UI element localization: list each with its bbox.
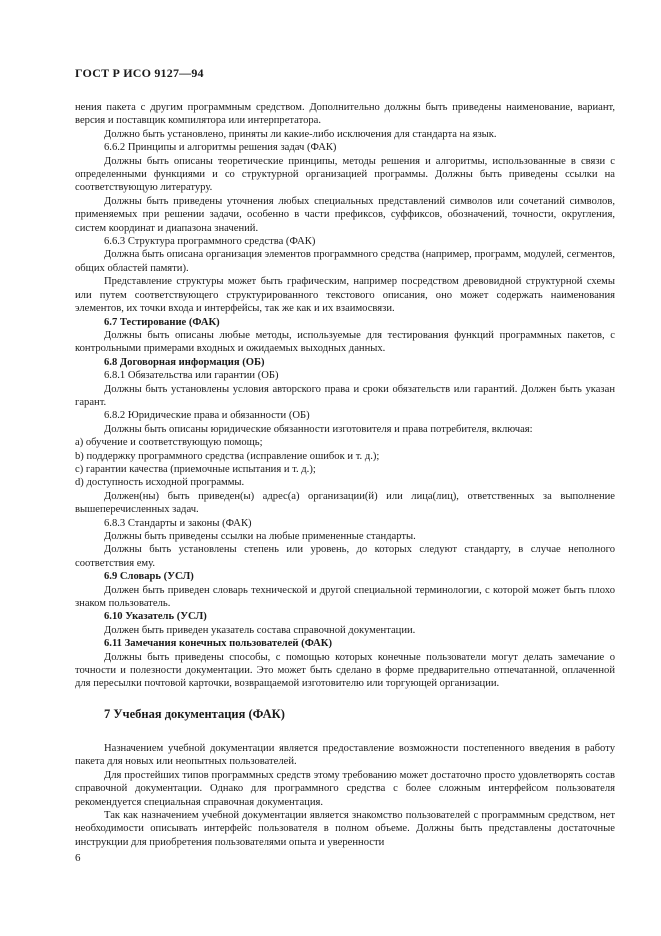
paragraph: Представление структуры может быть графическим, например посредством древовидной структурной схемы или путем соответствующего структурированного текстового описания, оно может содержать наименования элементов, их точки входа и интерфейсы, так же как и их взаимосвязи. [75, 276, 615, 315]
page-number: 6 [75, 852, 81, 864]
paragraph: Должны быть приведены способы, с помощью которых конечные пользователи могут делать замечание о точности и полезности документации. Это может быть сделано в форме предварительно отпечатанной, оплаченной для пересылки почтовой карточки, возвращаемой изготовителю или торгующей организации. [75, 651, 615, 690]
paragraph: Должны быть приведены уточнения любых специальных представлений символов или сочетаний символов, применяемых при решении задачи, особенно в части префиксов, суффиксов, обозначений, точности, округления, систем координат и диапазона значений. [75, 195, 615, 234]
chapter-heading-7: 7 Учебная документация (ФАК) [104, 706, 285, 721]
list-item: d) доступность исходной программы. [75, 477, 245, 489]
paragraph: Должно быть установлено, приняты ли какие-либо исключения для стандарта на язык. [104, 128, 497, 140]
list-item: c) гарантии качества (приемочные испытания и т. д.); [75, 463, 316, 475]
paragraph: нения пакета с другим программным средством. Дополнительно должны быть приведены наименование, вариант, версия и поставщик компилятора или интерпретатора. [75, 102, 615, 127]
paragraph: Так как назначением учебной документации является знакомство пользователей с программным средством, нет необходимости описывать интерфейс пользователя в полном объеме. Должны быть представлены достаточные инструкции для приобретения пользователями опыта и уверенности [75, 809, 615, 848]
subsection-heading-6-6-3: 6.6.3 Структура программного средства (ФАК) [104, 236, 316, 248]
section-heading-6-9: 6.9 Словарь (УСЛ) [104, 571, 194, 583]
section-heading-6-8: 6.8 Договорная информация (ОБ) [104, 356, 265, 368]
paragraph: Назначением учебной документации является предоставление возможности постепенного введения в работу пакета для новых или неопытных пользователей. [75, 742, 615, 768]
document-body [75, 101, 615, 849]
document-page [75, 66, 615, 849]
list-item: a) обучение и соответствующую помощь; [75, 437, 263, 449]
subsection-heading-6-8-3: 6.8.3 Стандарты и законы (ФАК) [104, 517, 252, 529]
paragraph: Для простейших типов программных средств этому требованию может достаточно просто удовлетворять состав справочной документации. Однако для программного средства с более сложным интерфейсом пользователя рекомендуется специальная справочная документация. [75, 769, 615, 808]
paragraph: Должны быть описаны теоретические принципы, методы решения и алгоритмы, использованные в связи с определенными функциями и со структурной организацией программы. Должны быть приведены ссылки на соответствующую литературу. [75, 155, 615, 194]
section-heading-6-11: 6.11 Замечания конечных пользователей (ФАК) [104, 638, 333, 650]
paragraph: Должна быть описана организация элементов программного средства (например, программ, модулей, сегментов, общих областей памяти). [75, 249, 615, 274]
paragraph: Должны быть установлены условия авторского права и сроки обязательств или гарантий. Должен быть указан гарант. [75, 383, 615, 408]
paragraph: Должен быть приведен указатель состава справочной документации. [104, 624, 416, 636]
subsection-heading-6-8-2: 6.8.2 Юридические права и обязанности (ОБ) [104, 410, 310, 422]
section-heading-6-7: 6.7 Тестирование (ФАК) [104, 316, 220, 328]
subsection-heading-6-6-2: 6.6.2 Принципы и алгоритмы решения задач (ФАК) [104, 142, 337, 154]
subsection-heading-6-8-1: 6.8.1 Обязательства или гарантии (ОБ) [104, 370, 279, 382]
document-header: ГОСТ Р ИСО 9127—94 [75, 66, 204, 80]
paragraph: Должны быть приведены ссылки на любые примененные стандарты. [104, 531, 416, 542]
section-heading-6-10: 6.10 Указатель (УСЛ) [104, 611, 207, 623]
paragraph: Должны быть установлены степень или уровень, до которых следуют стандарту, в случае неполного соответствия ему. [75, 544, 615, 569]
list-item: b) поддержку программного средства (исправление ошибок и т. д.); [75, 450, 380, 462]
paragraph: Должны быть описаны юридические обязанности изготовителя и права потребителя, включая: [104, 423, 533, 435]
paragraph: Должен(ны) быть приведен(ы) адрес(а) организации(й) или лица(лиц), ответственных за выполнение вышеперечисленных задач. [75, 490, 615, 516]
paragraph: Должны быть описаны любые методы, используемые для тестирования функций программных пакетов, с контрольными примерами входных и ожидаемых выходных данных. [75, 329, 615, 355]
paragraph: Должен быть приведен словарь технической и другой специальной терминологии, с которой может быть плохо знаком пользователь. [75, 584, 615, 610]
